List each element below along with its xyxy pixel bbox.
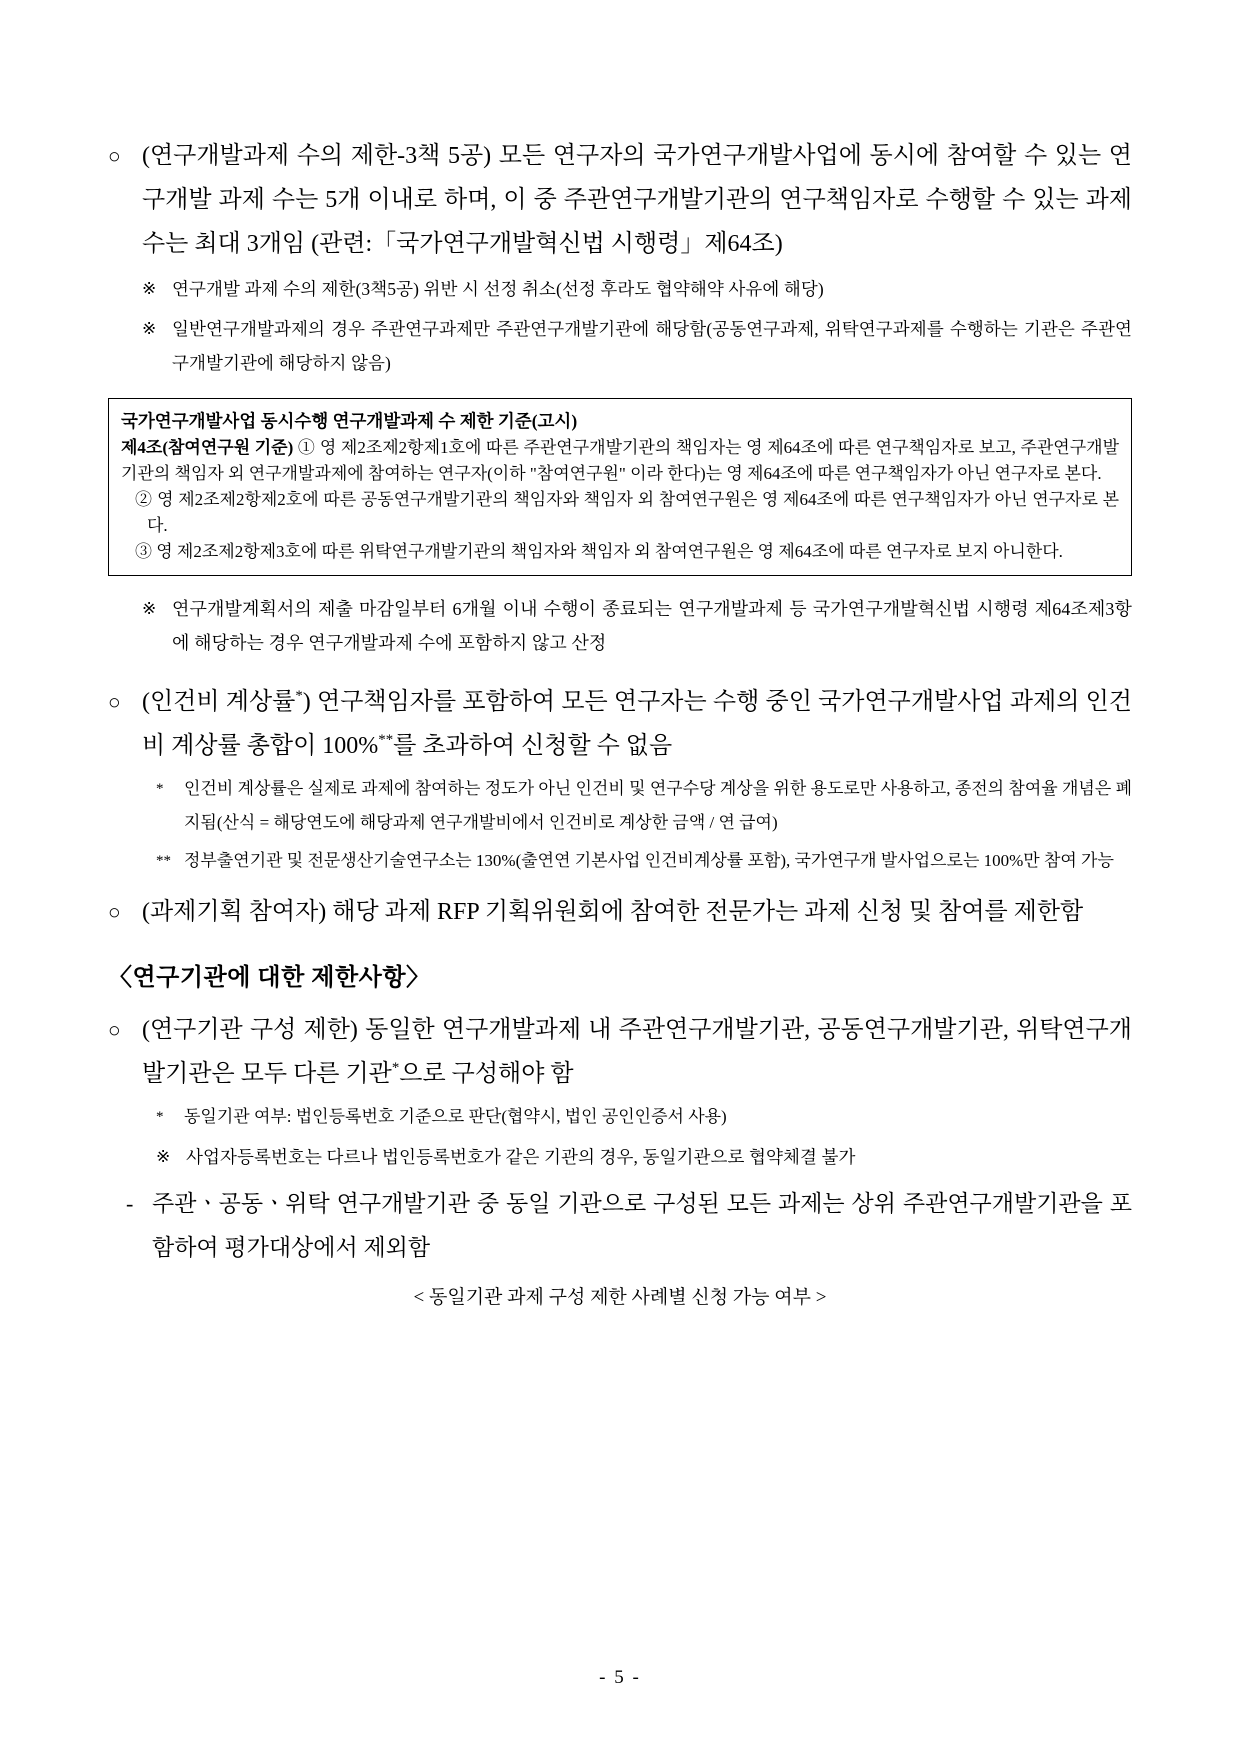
note-text: 일반연구개발과제의 경우 주관연구과제만 주관연구개발기관에 해당함(공동연구과제, 위탁연구과제를 수행하는 기관은 주관연구개발기관에 해당하지 않음) bbox=[172, 319, 1132, 373]
footnote-same-institution-criteria bbox=[108, 1100, 1132, 1134]
bullet-marker: ○ bbox=[108, 900, 121, 924]
footnote-marker-asterisk: * bbox=[295, 688, 303, 704]
bullet-text: (과제기획 참여자) 해당 과제 RFP 기획위원회에 참여한 전문가는 과제 신청 및 참여를 제한함 bbox=[142, 899, 1084, 925]
footnote-text: 인건비 계상률은 실제로 과제에 참여하는 정도가 아닌 인건비 및 연구수당 계상을 위한 용도로만 사용하고, 종전의 참여율 개념은 폐지됨(산식 = 해당연도에 해당과제 연구개발비에서 인건비로 계상한 금액 / 연 급여) bbox=[184, 779, 1132, 832]
footnote-marker: * bbox=[156, 1109, 164, 1125]
bullet-marker: ○ bbox=[108, 690, 121, 714]
law-box-title: 국가연구개발사업 동시수행 연구개발과제 수 제한 기준(고시) bbox=[121, 411, 578, 431]
bullet-text bbox=[142, 680, 1132, 768]
footnote-marker-double-asterisk: ** bbox=[378, 732, 394, 748]
bullet-text-pre: (인건비 계상률 bbox=[142, 689, 296, 715]
bullet-marker: ○ bbox=[108, 1018, 121, 1042]
bullet-item-institution-composition bbox=[108, 1008, 1132, 1096]
bullet-item-rfp-planner bbox=[108, 890, 1132, 934]
note-item-six-month-exclusion bbox=[108, 592, 1132, 660]
law-citation-box bbox=[108, 398, 1132, 576]
footnote-labor-cost-definition bbox=[108, 772, 1132, 840]
dash-marker: - bbox=[126, 1191, 134, 1216]
footnote-marker: * bbox=[156, 781, 164, 797]
law-clause-3: ③ 영 제2조제2항제3호에 따른 위탁연구개발기관의 책임자와 책임자 외 참여연구원은 영 제64조에 따른 연구자로 보지 아니한다. bbox=[135, 542, 1063, 561]
footnote-marker: ** bbox=[156, 853, 171, 869]
note-marker: ※ bbox=[142, 279, 157, 298]
law-clause-1-text: ① 영 제2조제2항제1호에 따른 주관연구개발기관의 책임자는 영 제64조에 따른 연구책임자로 보고, 주관연구개발기관의 책임자 외 연구개발과제에 참여하는 연구자(이하 "참여연구원" 이라 한다)는 영 제64조에 따른 연구책임자가 아닌 연구자로 본다. bbox=[121, 438, 1119, 483]
bullet-text-pre: (연구기관 구성 제한) 동일한 연구개발과제 내 주관연구개발기관, 공동연구개발기관, 위탁연구개발기관은 모두 다른 기관 bbox=[142, 1017, 1132, 1087]
note-marker: ※ bbox=[142, 599, 157, 618]
table-caption: < 동일기관 과제 구성 제한 사례별 신청 가능 여부 > bbox=[413, 1287, 827, 1308]
footnote-text: 정부출연기관 및 전문생산기술연구소는 130%(출연연 기본사업 인건비계상률 포함), 국가연구개 발사업으로는 100%만 참여 가능 bbox=[184, 851, 1114, 870]
bullet-text-post: 를 초과하여 신청할 수 없음 bbox=[393, 733, 673, 759]
note-text: 연구개발 과제 수의 제한(3책5공) 위반 시 선정 취소(선정 후라도 협약해약 사유에 해당) bbox=[172, 279, 824, 299]
dash-item-evaluation-exclusion bbox=[108, 1182, 1132, 1270]
footnote-text: 동일기관 여부: 법인등록번호 기준으로 판단(협약시, 법인 공인인증서 사용) bbox=[184, 1107, 727, 1126]
law-clause-1 bbox=[121, 435, 1119, 487]
section-heading-institution-restrictions: 〈연구기관에 대한 제한사항〉 bbox=[108, 965, 431, 991]
dash-text: 주관ㆍ공동ㆍ위탁 연구개발기관 중 동일 기관으로 구성된 모든 과제는 상위 주관연구개발기관을 포함하여 평가대상에서 제외함 bbox=[152, 1191, 1132, 1260]
note-item-general-task bbox=[108, 312, 1132, 380]
note-item-business-number bbox=[108, 1140, 1132, 1174]
footnote-government-institute-rate bbox=[108, 844, 1132, 878]
bullet-text-mid: ) 연구책임자를 포함하여 모든 연구자는 수행 중인 국가연구개발사업 과제의 인건비 계상률 총합이 100% bbox=[142, 689, 1132, 759]
note-text: 사업자등록번호는 다르나 법인등록번호가 같은 기관의 경우, 동일기관으로 협약체결 불가 bbox=[186, 1147, 856, 1167]
bullet-text bbox=[142, 1008, 1132, 1096]
page-number: - 5 - bbox=[599, 1667, 641, 1688]
bullet-text: (연구개발과제 수의 제한-3책 5공) 모든 연구자의 국가연구개발사업에 동시에 참여할 수 있는 연구개발 과제 수는 5개 이내로 하며, 이 중 주관연구개발기관의 연구책임자로 수행할 수 있는 과제 수는 최대 3개임 (관련:「국가연구개발혁신법 시행령」제64조) bbox=[142, 143, 1132, 257]
law-clause-2: ② 영 제2조제2항제2호에 따른 공동연구개발기관의 책임자와 책임자 외 참여연구원은 영 제64조에 따른 연구책임자가 아닌 연구자로 본다. bbox=[135, 490, 1119, 535]
bullet-item-labor-cost-rate bbox=[108, 680, 1132, 768]
note-marker: ※ bbox=[156, 1147, 171, 1166]
note-marker: ※ bbox=[142, 319, 157, 338]
footnote-marker-asterisk: * bbox=[391, 1060, 400, 1076]
law-article-label: 제4조(참여연구원 기준) bbox=[121, 438, 294, 457]
bullet-marker: ○ bbox=[108, 144, 121, 168]
bullet-text-post: 으로 구성해야 함 bbox=[399, 1061, 574, 1087]
bullet-item-research-task-limit bbox=[108, 134, 1132, 266]
note-item-selection-cancel bbox=[108, 272, 1132, 306]
note-text: 연구개발계획서의 제출 마감일부터 6개월 이내 수행이 종료되는 연구개발과제 등 국가연구개발혁신법 시행령 제64조제3항에 해당하는 경우 연구개발과제 수에 포함하지 않고 산정 bbox=[172, 599, 1132, 653]
